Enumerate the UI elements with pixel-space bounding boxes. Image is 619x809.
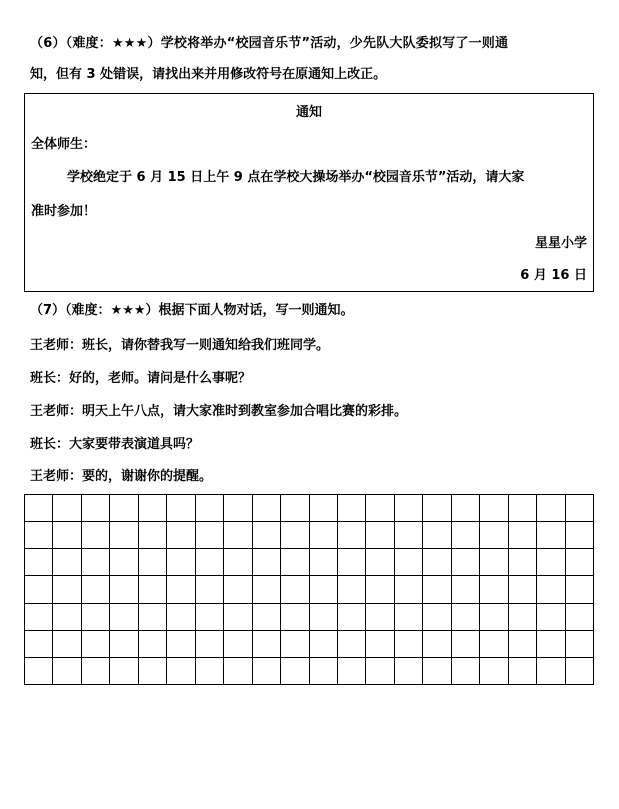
grid-cell[interactable] [224, 576, 252, 603]
grid-cell[interactable] [196, 522, 224, 549]
grid-cell[interactable] [139, 658, 167, 685]
grid-cell[interactable] [366, 576, 394, 603]
grid-cell[interactable] [537, 495, 565, 522]
grid-cell[interactable] [82, 604, 110, 631]
grid-cell[interactable] [253, 522, 281, 549]
grid-cell[interactable] [366, 631, 394, 658]
grid-cell[interactable] [281, 604, 309, 631]
notice-title: 通知 [295, 105, 322, 120]
grid-cell[interactable] [25, 549, 53, 576]
grid-cell[interactable] [110, 549, 138, 576]
grid-cell[interactable] [53, 658, 81, 685]
grid-cell[interactable] [110, 495, 138, 522]
grid-cell[interactable] [310, 631, 338, 658]
notice-body-line-2: 准时参加！ [31, 204, 97, 219]
grid-cell[interactable] [167, 495, 195, 522]
grid-cell[interactable] [509, 522, 537, 549]
grid-cell[interactable] [53, 631, 81, 658]
grid-cell[interactable] [395, 631, 423, 658]
grid-cell[interactable] [139, 576, 167, 603]
grid-cell[interactable] [480, 604, 508, 631]
grid-cell[interactable] [110, 631, 138, 658]
grid-cell[interactable] [281, 495, 309, 522]
grid-cell[interactable] [338, 522, 366, 549]
grid-cell[interactable] [253, 631, 281, 658]
grid-cell[interactable] [366, 604, 394, 631]
grid-cell[interactable] [310, 522, 338, 549]
grid-cell[interactable] [338, 631, 366, 658]
grid-cell[interactable] [566, 631, 594, 658]
grid-cell[interactable] [253, 495, 281, 522]
grid-cell[interactable] [395, 658, 423, 685]
grid-cell[interactable] [480, 576, 508, 603]
dialogue-line: 王老师：明天上午八点，请大家准时到教室参加合唱比赛的彩排。 [30, 404, 408, 419]
grid-cell[interactable] [366, 549, 394, 576]
grid-cell[interactable] [310, 576, 338, 603]
grid-cell[interactable] [139, 549, 167, 576]
grid-cell[interactable] [537, 549, 565, 576]
grid-cell[interactable] [82, 576, 110, 603]
grid-cell[interactable] [25, 576, 53, 603]
grid-cell[interactable] [338, 576, 366, 603]
grid-cell[interactable] [82, 522, 110, 549]
grid-cell[interactable] [224, 604, 252, 631]
grid-cell[interactable] [110, 658, 138, 685]
grid-cell[interactable] [395, 576, 423, 603]
grid-cell[interactable] [167, 522, 195, 549]
grid-cell[interactable] [566, 576, 594, 603]
grid-cell[interactable] [110, 604, 138, 631]
grid-cell[interactable] [310, 549, 338, 576]
grid-cell[interactable] [452, 495, 480, 522]
grid-cell[interactable] [139, 631, 167, 658]
grid-cell[interactable] [82, 495, 110, 522]
grid-cell[interactable] [25, 658, 53, 685]
grid-cell[interactable] [224, 631, 252, 658]
grid-cell[interactable] [423, 658, 451, 685]
grid-cell[interactable] [480, 631, 508, 658]
grid-cell[interactable] [53, 522, 81, 549]
question-7-title: （7）（难度：★★★）根据下面人物对话，写一则通知。 [30, 303, 354, 318]
grid-cell[interactable] [423, 549, 451, 576]
grid-cell[interactable] [537, 604, 565, 631]
grid-cell[interactable] [224, 522, 252, 549]
grid-cell[interactable] [281, 631, 309, 658]
grid-cell[interactable] [110, 576, 138, 603]
grid-cell[interactable] [25, 631, 53, 658]
grid-cell[interactable] [452, 604, 480, 631]
notice-box [24, 93, 594, 292]
grid-cell[interactable] [509, 576, 537, 603]
grid-cell[interactable] [310, 495, 338, 522]
notice-signature: 星星小学 [534, 236, 587, 251]
grid-cell[interactable] [423, 604, 451, 631]
grid-cell[interactable] [82, 658, 110, 685]
grid-cell[interactable] [366, 522, 394, 549]
grid-cell[interactable] [509, 631, 537, 658]
grid-cell[interactable] [167, 604, 195, 631]
grid-cell[interactable] [395, 549, 423, 576]
grid-cell[interactable] [480, 495, 508, 522]
grid-cell[interactable] [224, 549, 252, 576]
grid-cell[interactable] [423, 522, 451, 549]
dialogue-line: 王老师：要的，谢谢你的提醒。 [30, 469, 213, 484]
grid-cell[interactable] [25, 522, 53, 549]
grid-cell[interactable] [509, 495, 537, 522]
grid-cell[interactable] [566, 604, 594, 631]
question-6-line-2: 知，但有 3 处错误，请找出来并用修改符号在原通知上改正。 [30, 67, 387, 82]
grid-cell[interactable] [196, 658, 224, 685]
grid-cell[interactable] [110, 522, 138, 549]
grid-cell[interactable] [196, 631, 224, 658]
grid-cell[interactable] [281, 549, 309, 576]
grid-cell[interactable] [537, 658, 565, 685]
grid-cell[interactable] [509, 658, 537, 685]
grid-cell[interactable] [167, 631, 195, 658]
dialogue-line: 班长：好的，老师。请问是什么事呢？ [30, 371, 252, 386]
grid-cell[interactable] [537, 522, 565, 549]
grid-cell[interactable] [423, 631, 451, 658]
grid-cell[interactable] [82, 631, 110, 658]
notice-date: 6 月 16 日 [520, 268, 587, 283]
grid-cell[interactable] [25, 495, 53, 522]
grid-cell[interactable] [566, 522, 594, 549]
grid-cell[interactable] [253, 549, 281, 576]
grid-cell[interactable] [310, 604, 338, 631]
grid-cell[interactable] [53, 576, 81, 603]
grid-cell[interactable] [82, 549, 110, 576]
grid-cell[interactable] [537, 631, 565, 658]
grid-cell[interactable] [53, 604, 81, 631]
grid-cell[interactable] [310, 658, 338, 685]
grid-cell[interactable] [452, 658, 480, 685]
grid-cell[interactable] [253, 658, 281, 685]
grid-cell[interactable] [196, 495, 224, 522]
grid-cell[interactable] [452, 576, 480, 603]
grid-cell[interactable] [366, 658, 394, 685]
grid-cell[interactable] [452, 522, 480, 549]
grid-cell[interactable] [53, 549, 81, 576]
grid-cell[interactable] [452, 549, 480, 576]
grid-cell[interactable] [566, 549, 594, 576]
dialogue-line: 班长：大家要带表演道具吗？ [30, 437, 200, 452]
grid-cell[interactable] [224, 495, 252, 522]
grid-cell[interactable] [480, 549, 508, 576]
grid-cell[interactable] [139, 495, 167, 522]
grid-cell[interactable] [167, 658, 195, 685]
grid-cell[interactable] [281, 658, 309, 685]
grid-cell[interactable] [566, 658, 594, 685]
writing-grid [24, 494, 594, 685]
grid-cell[interactable] [196, 604, 224, 631]
grid-cell[interactable] [196, 576, 224, 603]
grid-cell[interactable] [366, 495, 394, 522]
grid-cell[interactable] [423, 576, 451, 603]
grid-cell[interactable] [537, 576, 565, 603]
grid-cell[interactable] [167, 576, 195, 603]
grid-cell[interactable] [253, 576, 281, 603]
grid-cell[interactable] [53, 495, 81, 522]
grid-cell[interactable] [423, 495, 451, 522]
notice-greeting: 全体师生： [31, 137, 97, 152]
dialogue-line: 王老师：班长，请你替我写一则通知给我们班同学。 [30, 338, 330, 353]
grid-cell[interactable] [281, 522, 309, 549]
grid-cell[interactable] [566, 495, 594, 522]
grid-cell[interactable] [395, 604, 423, 631]
grid-cell[interactable] [196, 549, 224, 576]
grid-cell[interactable] [281, 576, 309, 603]
grid-cell[interactable] [395, 522, 423, 549]
grid-cell[interactable] [224, 658, 252, 685]
question-6-line-1: （6）（难度：★★★）学校将举办“校园音乐节”活动，少先队大队委拟写了一则通 [30, 36, 509, 51]
grid-cell[interactable] [139, 522, 167, 549]
grid-cell[interactable] [167, 549, 195, 576]
grid-cell[interactable] [139, 604, 167, 631]
grid-cell[interactable] [338, 658, 366, 685]
grid-cell[interactable] [25, 604, 53, 631]
grid-cell[interactable] [509, 549, 537, 576]
grid-cell[interactable] [480, 658, 508, 685]
grid-cell[interactable] [338, 549, 366, 576]
grid-cell[interactable] [452, 631, 480, 658]
grid-cell[interactable] [509, 604, 537, 631]
notice-body-line-1: 学校绝定于 6 月 15 日上午 9 点在学校大操场举办“校园音乐节”活动，请大家 [67, 170, 525, 185]
grid-cell[interactable] [480, 522, 508, 549]
grid-cell[interactable] [253, 604, 281, 631]
grid-cell[interactable] [338, 495, 366, 522]
grid-cell[interactable] [395, 495, 423, 522]
grid-cell[interactable] [338, 604, 366, 631]
